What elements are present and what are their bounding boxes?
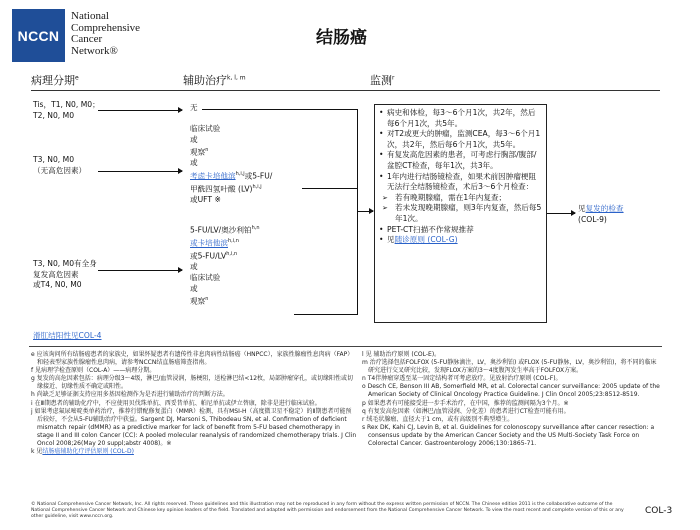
treatment-line: 或 (190, 283, 198, 293)
surveillance-item (379, 108, 542, 129)
surveillance-item-text: 1年内进行结肠镜检查，如果术前因肿瘤梗阻无法行全结肠镜检查，术后3～6个月检查： (387, 171, 537, 192)
treatment-line: 甲酰四氢叶酸 (LV)$^{h,i,j}$ (190, 184, 262, 194)
treatment-line-text: 或5-FU/LV (190, 251, 227, 261)
treatment-line: 或UFT ※ (190, 195, 221, 205)
connector-line (202, 109, 357, 110)
nccn-logo (12, 9, 65, 62)
followup-principles-link[interactable]: 随诊原则 (COL-G) (394, 235, 458, 245)
footnote: q 有复发高危因素（如淋巴/血管浸润、分化差）的患者进行CT检查可能有用。 (362, 407, 570, 415)
surveillance-subitem (379, 193, 542, 204)
adjuvant-assessment-link[interactable]: 结肠癌辅助化疗评估原则 (COL-D) (42, 448, 134, 456)
treatment-line-text: 观察 (190, 147, 206, 157)
flow-arrow (98, 171, 182, 172)
staging-line: T3, N0, M0有全身 (33, 259, 97, 268)
logo-line: National (71, 10, 109, 22)
adjuvant-heading-text: 辅助治疗 (183, 74, 227, 87)
surveillance-item-text: PET-CT扫描不作常规推荐 (387, 224, 474, 234)
recurrence-ref (578, 203, 624, 225)
flow-arrow (547, 213, 575, 214)
treatment-line: 观察$^n$ (190, 296, 209, 306)
footnote: h 尚缺乏足够证据支持应用多基因检测作为是否进行辅助治疗的判断方法。 (31, 391, 229, 399)
footnotes-right (362, 351, 662, 448)
capecitabine-link[interactable]: 考虑卡培他滨 (190, 171, 236, 181)
flow-arrow (98, 270, 182, 271)
surveillance-item-text: 病史和体检，每3～6个月1次，共2年，然后每6个月1次，共5年。 (387, 108, 536, 128)
connector-line (357, 109, 358, 315)
staging-group-2 (33, 155, 86, 176)
recurrence-prefix: 见 (578, 204, 586, 213)
footnote: e 应该询问所有结肠癌患者的家族史，如果怀疑患者有遗传性非息肉病性结肠癌（HNPCC），家族性腺瘤性息肉病（FAP）和轻表型家族性腺瘤性息肉病，请参考NCCN结直肠癌筛查指南。 (31, 351, 354, 367)
treatment-line-text: 甲酰四氢叶酸 (LV) (190, 184, 253, 194)
footnote-text: k 见 (31, 448, 43, 456)
treatment-line: 或 (190, 262, 198, 272)
treatment-line-text: 或5-FU/ (244, 171, 273, 181)
logo-line: Cancer (71, 33, 103, 45)
treatment-line: 考虑卡培他滨$^{h,i,j}$或5-FU/ (190, 170, 273, 181)
logo-line: Network® (71, 44, 118, 57)
surveillance-heading (370, 72, 394, 88)
surveillance-item (379, 129, 542, 150)
staging-line: （无高危因素） (33, 165, 87, 175)
surveillance-subitem-text: 若有晚期腺瘤，需在1年内复查； (395, 192, 507, 202)
logo-wordmark (71, 11, 140, 57)
surveillance-heading-sup: r (392, 74, 395, 82)
footnote: f 见病理学检查原则（COL-A）——病理分期。 (31, 367, 156, 375)
adjuvant-heading (183, 72, 246, 88)
footnote: i 在Ⅲ期患者的辅助化疗中，不应使用贝伐珠单抗、西妥昔单抗、帕尼单抗或伊立替康，除非是进行临床试验。 (31, 399, 321, 407)
recurrence-workup-link[interactable]: 复发的检查 (585, 204, 624, 213)
node-positive-link[interactable]: 滑肛结阳性见COL-4 (33, 331, 102, 340)
staging-group-1 (33, 100, 100, 121)
footnote: n T4伴肿瘤穿透至某一固定结构者可考虑放疗。见放射治疗原则 (COL-F)。 (362, 375, 562, 383)
recurrence-code: (COL-9) (578, 215, 607, 224)
treatment-none: 无 (190, 103, 198, 112)
treatment-group-3 (190, 223, 260, 307)
surveillance-item (379, 150, 542, 171)
footnote: g 复发的高危因素包括：病理分级3～4级，淋巴/血管浸润，肠梗阻，送检淋巴结<12枚，局部肿瘤穿孔，或切缘阳性或切缘接近、切缘性质不确定或阳性。 (31, 375, 354, 391)
logo-abbr: NCCN (17, 27, 60, 44)
staging-line: Tis，T1, N0, M0； (33, 100, 100, 109)
treatment-line: 5-FU/LV/奥沙利铂$^{h,n}$ (190, 225, 260, 235)
footnote-divider (29, 346, 662, 347)
footnote: m 治疗选择包括FOLFOX (5-FU静脉滴注，LV，奥沙利铂) 或FLOX (5-FU静脉，LV，奥沙利铂)，将不同的临床研究进行交叉研究比较，发现FLOX方案的3～4度腹泻发生率高于FOLFOX方案。 (362, 359, 657, 375)
staging-line: T2, N0, M0 (33, 110, 75, 120)
staging-line: 或T4, N0, M0 (33, 280, 82, 290)
treatment-line: 观察$^n$ (190, 147, 209, 157)
link-prefix: 见 (387, 235, 395, 245)
heading-divider (31, 90, 660, 91)
treatment-line: 或 (190, 158, 198, 168)
staging-line: 复发高危因素 (33, 269, 79, 279)
footnote: j 如果考虑氟尿嘧啶类单药治疗，推荐行错配修复蛋白（MMR）检测，具有MSI-H（高度微卫星不稳定）的Ⅱ期患者可能预后较好，不会从5-FU辅助治疗中获益。Sargent DJ, Marsoni S, Thibodeau SN, et al. Confirmation of deficient mismatch repair (dMMR) as a predictive marker for lack of benefit from 5-FU based chemotherapy in stage II and III colon Cancer (CC): A pooled molecular reanalysis of randomized chemotherapy trials. J Clin Oncol 2008;26(May 20 suppl;abstr 4008)。※ (31, 407, 357, 448)
treatment-line: 或 (190, 134, 198, 144)
treatment-line: 临床试验 (190, 272, 221, 282)
staging-heading (31, 72, 79, 88)
copyright-notice: © National Comprehensive Cancer Network, Inc. All rights reserved. These guidelines and this illustration may not be reproduced in any form without the express written permission of NCCN. The Chinese edition 2011 is the collaborative outcome of the National Comprehensive Cancer Network and Chinese key opinion leaders of the field. Translated and adapted with permission and endorsement from the National Comprehensive Cancer Network. To view the most recent and complete version of this or any other guideline, visit www.nccn.org. (31, 502, 624, 519)
surveillance-item-text: 有复发高危因素的患者，可考虑行胸部/腹部/盆腔CT检查，每年1次，共3年。 (387, 150, 537, 170)
treatment-line: 或5-FU/LV$^{h,i,n}$ (190, 251, 238, 261)
flow-arrow (98, 110, 182, 111)
capecitabine-link[interactable]: 或卡培他滨 (190, 238, 228, 248)
footnotes-left (31, 351, 357, 456)
footnote: p 如果患者有可能接受进一步手术治疗，在中国，推荐的监测间隔为3个月。※ (362, 399, 569, 407)
logo-line: Comprehensive (71, 21, 141, 34)
surveillance-item (379, 235, 542, 246)
footnote (31, 448, 357, 456)
treatment-line: 临床试验 (190, 124, 221, 133)
surveillance-subitem (379, 203, 542, 224)
treatment-group-2 (190, 124, 272, 206)
staging-heading-sup: e (75, 74, 79, 82)
surveillance-item (379, 225, 542, 236)
footnote: s Rex DK, Kahi CJ, Levin B, et al. Guidelines for colonoscopy surveillance after cancer resection: a consensus update by the American Cancer Society and the US Multi-Society Task Force on Colorectal Cancer. Gastroenterology 2006;130:1865-71. (362, 423, 655, 448)
treatment-line-text: 观察 (190, 296, 206, 306)
footnote: r 绒毛状腺瘤、直径大于1 cm，或有高级别不典型增生。 (362, 415, 514, 423)
treatment-line: 或卡培他滨$^{h,i,n}$ (190, 238, 239, 248)
surveillance-box (374, 104, 547, 323)
footnote: o Desch CE, Benson III AB, Somerfield MR, et al. Colorectal cancer surveillance: 2005 update of the American Society of Clinical Oncology Practice Guideline. J Clin Oncol 2005;23:8512-8519. (362, 383, 660, 399)
surveillance-subitem-text: 若未发现晚期腺瘤，则3年内复查，然后每5年1次。 (395, 203, 542, 223)
adjuvant-heading-sup: k, l, m (227, 74, 246, 82)
page-title: 结肠癌 (316, 28, 367, 48)
connector-line (302, 188, 357, 189)
treatment-line-text: 5-FU/LV/奥沙利铂 (190, 225, 252, 235)
connector-line (294, 314, 357, 315)
footnote: l 见 辅助治疗原则 (COL-E)。 (362, 351, 441, 358)
staging-group-3 (33, 259, 97, 291)
page-code: COL-3 (645, 506, 673, 516)
surveillance-heading-text: 监测 (370, 74, 392, 87)
staging-line: T3, N0, M0 (33, 155, 75, 164)
flow-arrow (357, 211, 373, 212)
staging-heading-text: 病理分期 (31, 74, 75, 87)
surveillance-item-text: 对T2或更大的肿瘤，监测CEA，每3～6个月1次，共2年，然后每6个月1次，共5年。 (387, 129, 541, 149)
surveillance-item (379, 172, 542, 193)
